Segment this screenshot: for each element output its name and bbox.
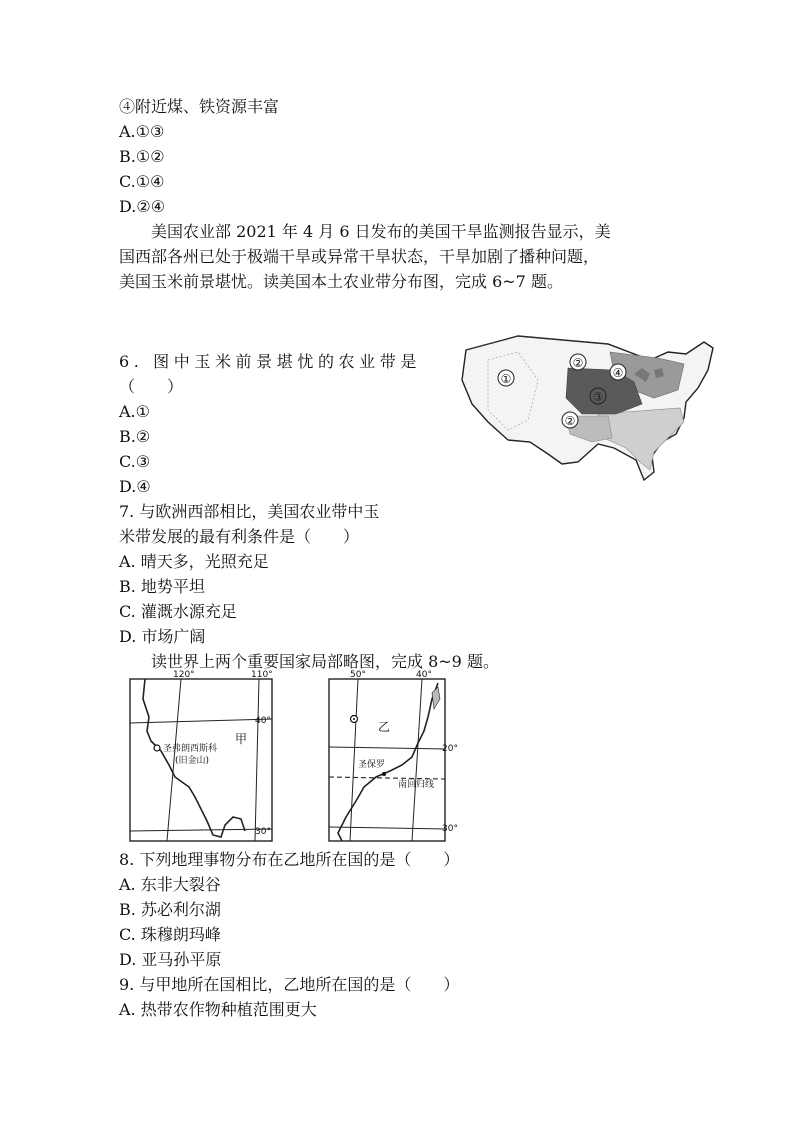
lon-40: 40° (416, 670, 432, 680)
q8-stem: 8. 下列地理事物分布在乙地所在国的是（ ） (119, 850, 460, 869)
city-san-francisco-alt: (旧金山) (175, 756, 210, 766)
option-d: D.②④ (119, 197, 166, 216)
passage1-line3: 美国玉米前景堪忧。读美国本土农业带分布图，完成 6~7 题。 (119, 272, 563, 291)
q7-stem-line2: 米带发展的最有利条件是（ ） (119, 527, 360, 546)
q8-option-c: C. 珠穆朗玛峰 (119, 925, 221, 944)
q6-option-a: A.① (119, 402, 150, 421)
city-san-francisco: 圣弗朗西斯科 (163, 744, 218, 754)
map-jia (129, 669, 277, 844)
passage1-line2: 国西部各州已处于极端干旱或异常干旱状态，干旱加剧了播种问题， (119, 247, 600, 266)
q7-option-b: B. 地势平坦 (119, 577, 205, 596)
tropic-label: 南回归线 (398, 780, 435, 790)
lat-20: 20° (442, 744, 458, 754)
label-belt-4: ④ (612, 366, 624, 380)
map-yi (328, 669, 458, 844)
usa-agri-belt-map (458, 330, 720, 498)
q8-option-b: B. 苏必利尔湖 (119, 900, 221, 919)
passage1-line1: 美国农业部 2021 年 4 月 6 日发布的美国干旱监测报告显示，美 (151, 222, 611, 241)
q8-option-d: D. 亚马孙平原 (119, 950, 222, 969)
lat-30: 30° (255, 827, 271, 837)
label-belt-1: ① (500, 372, 512, 386)
option-a: A.①③ (119, 122, 165, 141)
lon-50: 50° (350, 670, 366, 680)
belt-southeast (598, 408, 684, 470)
q9-stem: 9. 与甲地所在国相比，乙地所在国的是（ ） (119, 975, 460, 994)
q7-option-a: A. 晴天多，光照充足 (119, 552, 269, 571)
q6-stem: 6. 图中玉米前景堪忧的农业带是 (119, 352, 421, 371)
q6-option-c: C.③ (119, 452, 151, 471)
label-belt-3: ③ (592, 390, 604, 404)
lat-40: 40° (255, 716, 271, 726)
item-4-text: ④附近煤、铁资源丰富 (119, 97, 280, 116)
lon-120: 120° (173, 670, 195, 680)
q7-stem-line1: 7. 与欧洲西部相比，美国农业带中玉 (119, 502, 380, 521)
san-francisco-marker (154, 745, 160, 751)
q9-option-a: A. 热带农作物种植范围更大 (119, 1000, 317, 1019)
sao-paulo-marker (382, 772, 386, 776)
label-belt-2-south: ② (564, 414, 576, 428)
q8-option-a: A. 东非大裂谷 (119, 875, 221, 894)
option-c: C.①④ (119, 172, 165, 191)
q7-option-c: C. 灌溉水源充足 (119, 602, 237, 621)
region-yi: 乙 (378, 720, 391, 734)
lat-30: 30° (442, 824, 458, 834)
q6-stem-paren: （ ） (119, 377, 184, 396)
label-belt-2-north: ② (572, 356, 584, 370)
region-jia: 甲 (235, 732, 248, 746)
q7-option-d: D. 市场广阔 (119, 627, 206, 646)
q6-option-d: D.④ (119, 477, 151, 496)
city-sao-paulo: 圣保罗 (358, 760, 386, 770)
passage2: 读世界上两个重要国家局部略图，完成 8~9 题。 (151, 652, 499, 671)
q6-option-b: B.② (119, 427, 151, 446)
option-b: B.①② (119, 147, 165, 166)
lon-110: 110° (251, 670, 273, 680)
